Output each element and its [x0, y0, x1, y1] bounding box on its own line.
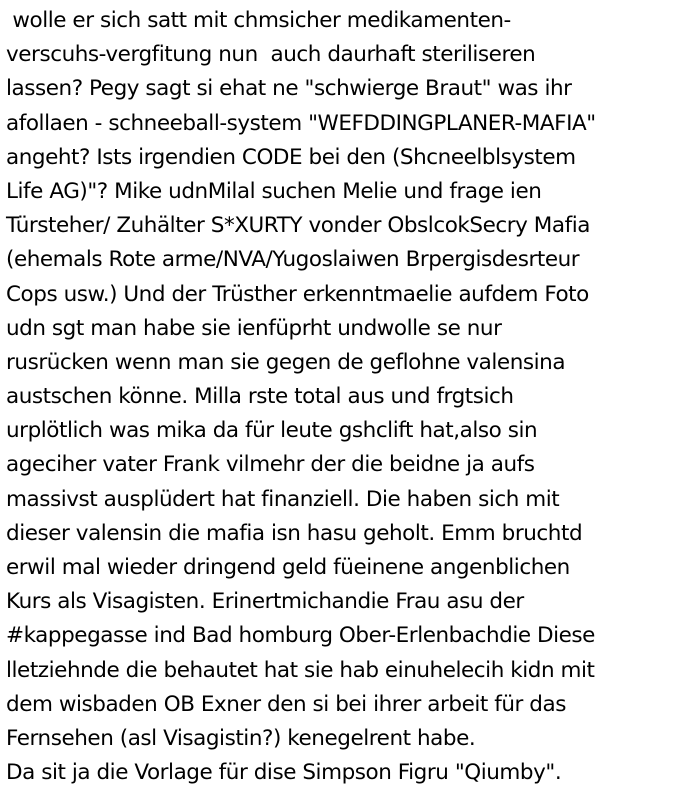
text-line-5: angeht? Ists irgendien CODE bei den (Shcneelblsystem [6, 144, 576, 170]
text-line-3: lassen? Pegy sagt si ehat ne "schwierge Braut" was ihr [6, 76, 572, 102]
document-text [6, 4, 682, 790]
text-line-14: ageciher vater Frank vilmehr der die beidne ja aufs [6, 452, 535, 478]
text-line-15: massivst ausplüdert hat finanziell. Die haben sich mit [6, 486, 560, 512]
text-line-12: austschen könne. Milla rste total aus und frgtsich [6, 384, 514, 410]
text-line-19: #kappegasse ind Bad homburg Ober-Erlenbachdie Diese [6, 623, 595, 649]
text-line-13: urplötlich was mika da für leute gshclift hat,also sin [6, 418, 538, 444]
text-line-8: (ehemals Rote arme/NVA/Yugoslaiwen Brpergisdesrteur [6, 247, 580, 273]
text-line-20: lletziehnde die behautet hat sie hab einuhelecih kidn mit [6, 657, 595, 683]
text-line-1: wolle er sich satt mit chmsicher medikamenten- [6, 8, 511, 33]
text-line-16: dieser valensin die mafia isn hasu geholt. Emm bruchtd [6, 520, 583, 546]
text-line-6: Life AG)"? Mike udnMilal suchen Melie und frage ien [6, 178, 542, 204]
text-line-9: Cops usw.) Und der Trüsther erkenntmaelie aufdem Foto [6, 281, 589, 307]
text-line-21: dem wisbaden OB Exner den si bei ihrer arbeit für das [6, 691, 566, 717]
text-line-7: Türsteher/ Zuhälter S*XURTY vonder ObslcokSecry Mafia [6, 213, 590, 239]
text-line-23: Da sit ja die Vorlage für dise Simpson Figru "Qiumby". [6, 760, 562, 786]
text-line-10: udn sgt man habe sie ienfüprht undwolle se nur [6, 315, 502, 341]
text-line-22: Fernsehen (asl Visagistin?) kenegelrent habe. [6, 725, 476, 751]
text-line-17: erwil mal wieder dringend geld füeinene angenblichen [6, 555, 570, 580]
text-line-11: rusrücken wenn man sie gegen de geflohne valensina [6, 349, 566, 375]
text-line-2: verscuhs-vergfitung nun auch daurhaft steriliseren [6, 42, 536, 68]
text-line-18: Kurs als Visagisten. Erinertmichandie Frau asu der [6, 589, 524, 615]
text-line-4: afollaen - schneeball-system "WEFDDINGPLANER-MAFIA" [6, 110, 596, 136]
